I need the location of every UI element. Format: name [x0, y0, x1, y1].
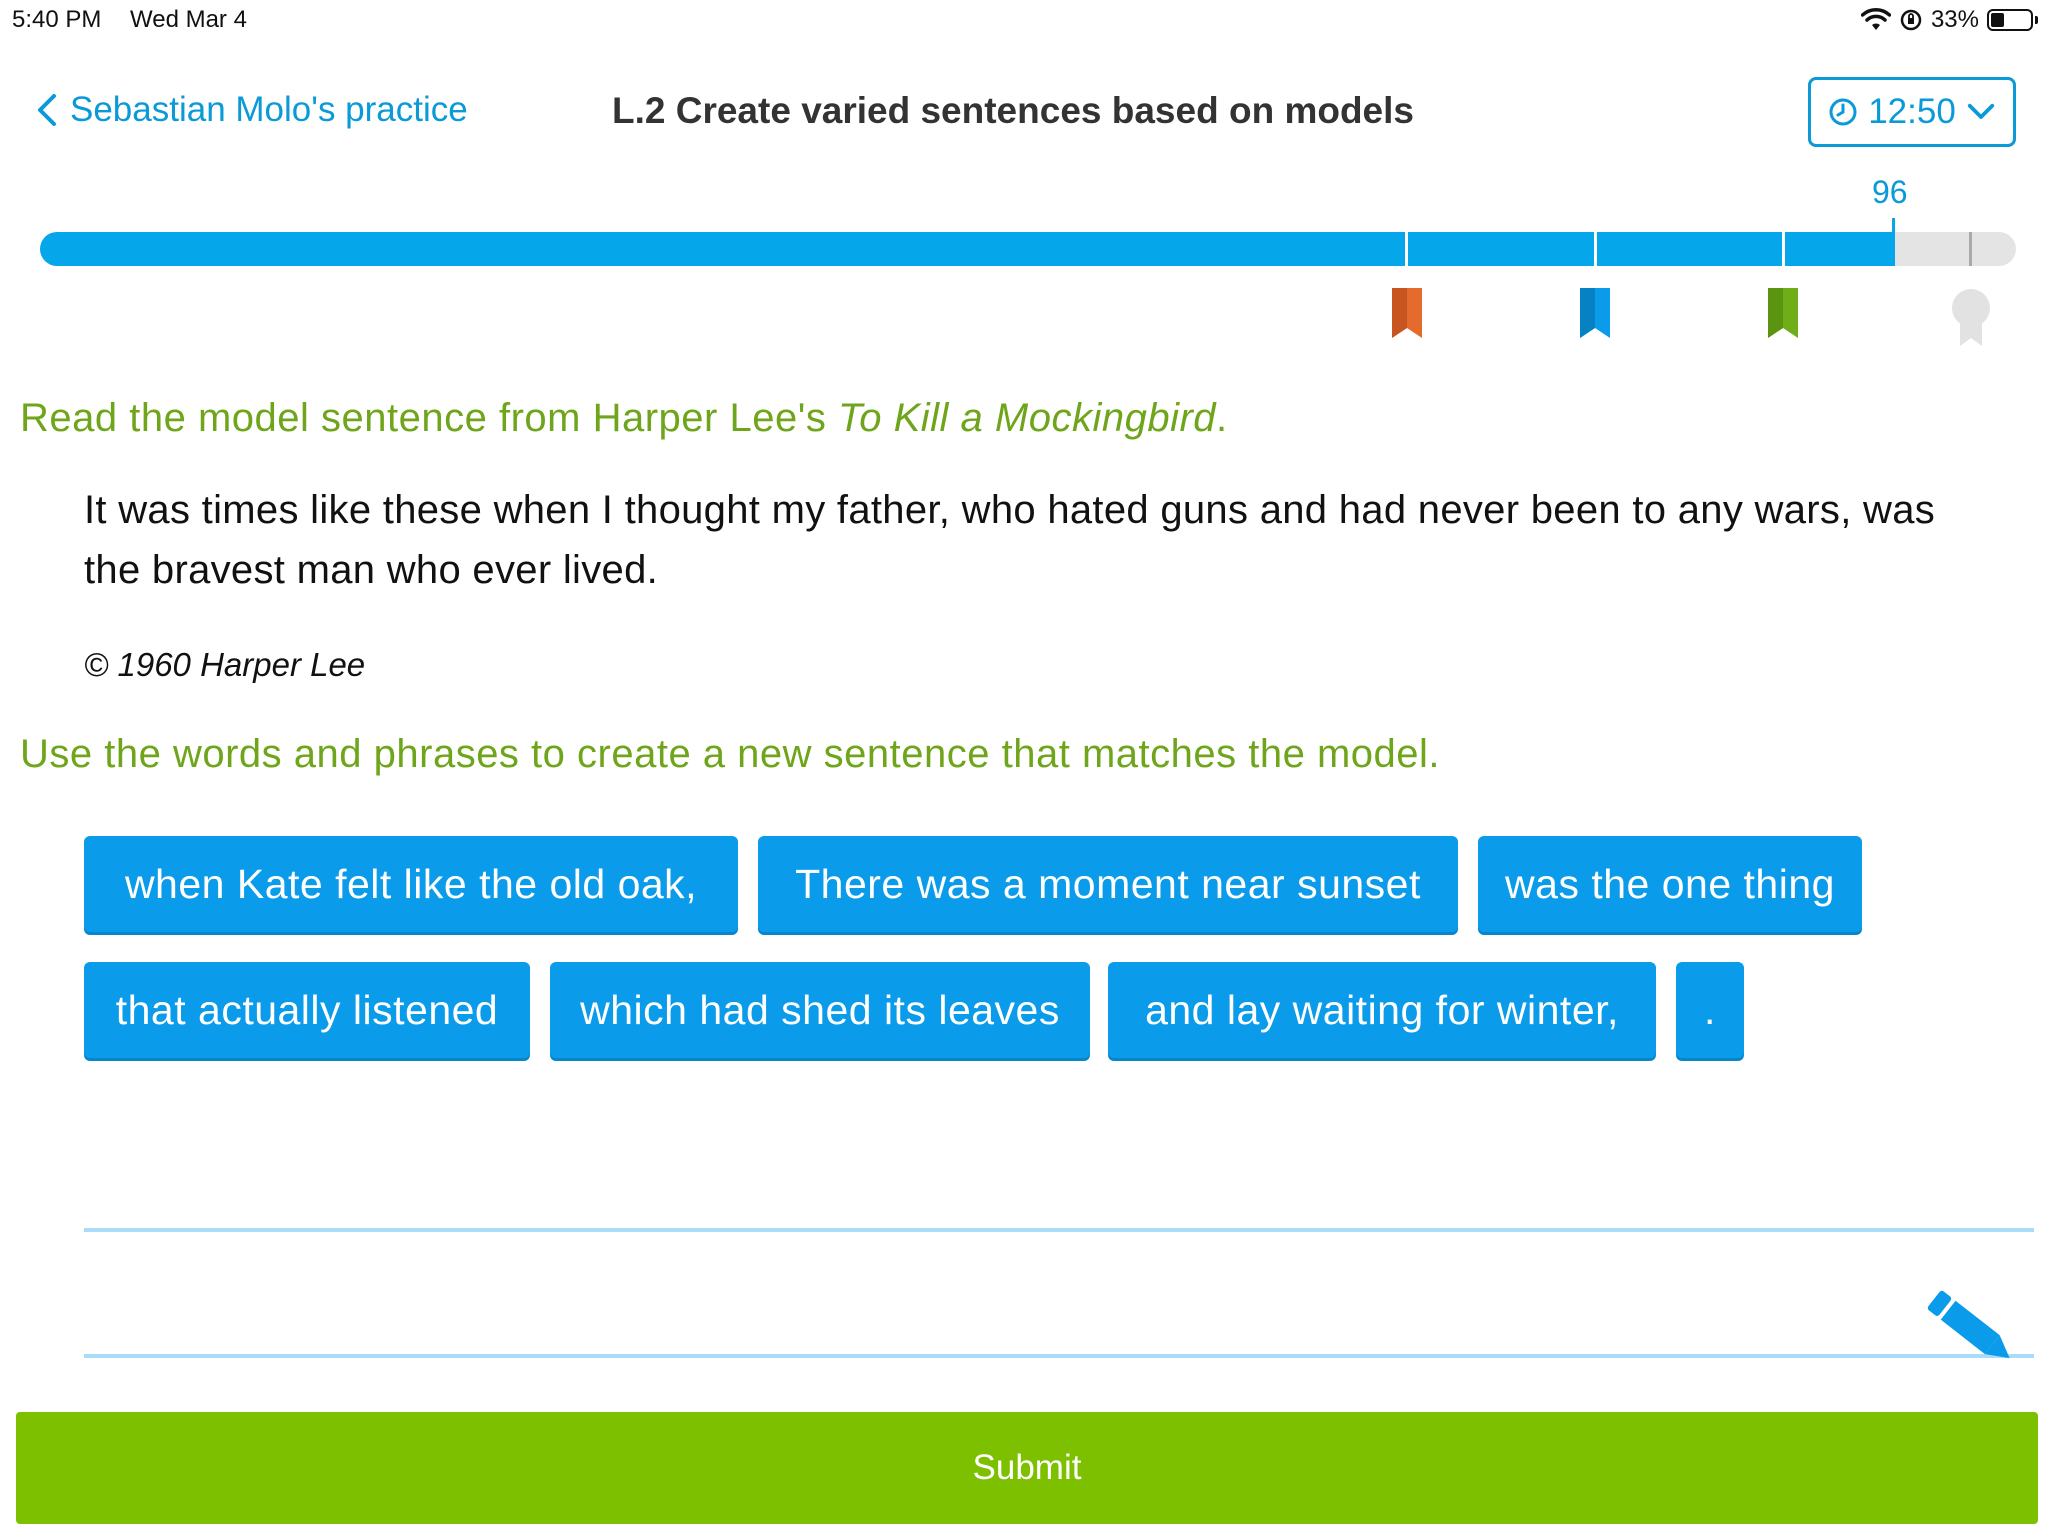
- chevron-left-icon: [36, 93, 58, 127]
- word-tile[interactable]: when Kate felt like the old oak,: [84, 836, 738, 932]
- timer-value: 12:50: [1868, 92, 1956, 131]
- timer-button[interactable]: [1808, 77, 2016, 147]
- wifi-icon: [1861, 8, 1891, 32]
- orange-ribbon-icon: [1392, 288, 1422, 338]
- submit-button[interactable]: Submit: [16, 1412, 2038, 1524]
- trophy-icon: [1950, 288, 1992, 346]
- orientation-lock-icon: [1899, 8, 1923, 32]
- progress-tick: [1405, 232, 1408, 266]
- instruction-text: .: [1216, 396, 1228, 440]
- word-tile[interactable]: was the one thing: [1478, 836, 1862, 932]
- progress-pointer: [1892, 218, 1895, 266]
- progress-tick: [1594, 232, 1597, 266]
- clock-icon: [1828, 97, 1858, 127]
- word-tile[interactable]: There was a moment near sunset: [758, 836, 1458, 932]
- answer-line[interactable]: [84, 1354, 2034, 1358]
- battery-percent: 33%: [1930, 6, 1979, 33]
- book-title: To Kill a Mockingbird: [837, 396, 1217, 440]
- back-button[interactable]: [36, 90, 468, 130]
- copyright-notice: © 1960 Harper Lee: [84, 646, 366, 683]
- battery-level: [1991, 13, 2004, 27]
- pencil-icon: [1916, 1278, 2026, 1378]
- chevron-down-icon: [1966, 97, 1996, 127]
- blue-ribbon-icon: [1580, 288, 1610, 338]
- progress-bar: [40, 232, 2016, 266]
- status-bar: [0, 0, 2048, 40]
- answer-line[interactable]: [84, 1228, 2034, 1232]
- battery-icon: [1987, 9, 2033, 31]
- page-title: L.2 Create varied sentences based on models: [612, 90, 1414, 131]
- status-indicators: [1861, 6, 2038, 34]
- progress-score: 96: [1872, 174, 1908, 210]
- back-label: Sebastian Molo's practice: [70, 90, 468, 129]
- instruction-create-sentence: Use the words and phrases to create a new sentence that matches the model.: [20, 732, 1441, 776]
- word-tile[interactable]: that actually listened: [84, 962, 530, 1058]
- status-date: Wed Mar 4: [130, 6, 247, 33]
- green-ribbon-icon: [1768, 288, 1798, 338]
- word-tile[interactable]: .: [1676, 962, 1744, 1058]
- model-sentence: It was times like these when I thought my father, who hated guns and had never been to any wars, was the bravest man who ever lived.: [84, 488, 1936, 592]
- battery-nub: [2035, 16, 2038, 24]
- word-tile[interactable]: which had shed its leaves: [550, 962, 1090, 1058]
- instruction-text: Read the model sentence from Harper Lee's: [20, 396, 838, 440]
- progress-tick: [1782, 232, 1785, 266]
- instruction-read-model: [20, 396, 1228, 441]
- status-time: 5:40 PM: [12, 6, 102, 33]
- progress-tick: [1969, 232, 1972, 266]
- word-tile[interactable]: and lay waiting for winter,: [1108, 962, 1656, 1058]
- progress-fill: [40, 232, 1893, 266]
